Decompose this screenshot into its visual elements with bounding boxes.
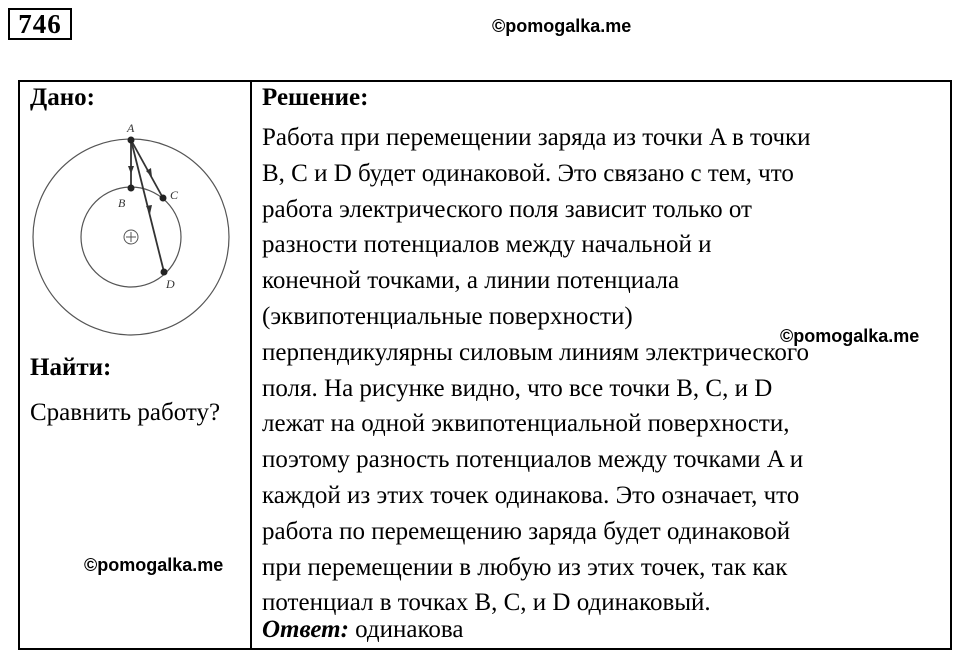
charge-field-figure (28, 120, 240, 345)
label-c: C (170, 188, 179, 202)
solution-line: работа по перемещению заряда будет одинаковой (262, 517, 791, 545)
solution-line: поля. На рисунке видно, что все точки B, C, и D (262, 374, 773, 402)
point-b (128, 185, 135, 192)
solution-line: (эквипотенциальные поверхности) (262, 302, 633, 330)
column-divider (250, 80, 252, 650)
solution-line: конечной точками, а линии потенциала (262, 267, 680, 295)
answer-label: Ответ: (262, 616, 349, 643)
solution-line: при перемещении в любую из этих точек, так как (262, 553, 788, 581)
solution-line: работа электрического поля зависит только от (262, 195, 752, 223)
answer-value: одинакова (355, 616, 464, 643)
answer (262, 616, 463, 644)
solution-line: перпендикулярны силовым линиям электрического (262, 338, 809, 366)
solution-text (262, 120, 952, 621)
solution-title: Решение: (262, 84, 369, 111)
given-title: Дано: (30, 84, 95, 111)
point-a (128, 137, 135, 144)
watermark-left: ©pomogalka.me (84, 555, 224, 575)
watermark-middle: ©pomogalka.me (780, 326, 920, 346)
problem-number: 746 (8, 8, 72, 40)
solution-line: лежат на одной эквипотенциальной поверхности, (262, 410, 790, 438)
label-b: B (118, 196, 126, 210)
label-a: A (127, 121, 135, 135)
watermark-top: ©pomogalka.me (492, 16, 632, 36)
solution-line: поэтому разность потенциалов между точками A и (262, 446, 804, 474)
solution-line: каждой из этих точек одинакова. Это означает, что (262, 481, 800, 509)
solution-line: Работа при перемещении заряда из точки A в точки (262, 124, 811, 151)
find-text: Сравнить работу? (30, 399, 221, 426)
point-d (161, 269, 168, 276)
solution-line: потенциал в точках B, C, и D одинаковый. (262, 589, 711, 617)
solution-line: разности потенциалов между начальной и (262, 231, 712, 259)
find-title: Найти: (30, 354, 112, 381)
label-d: D (166, 277, 175, 291)
point-c (160, 195, 167, 202)
solution-line: B, C и D будет одинаковой. Это связано с тем, что (262, 159, 794, 187)
